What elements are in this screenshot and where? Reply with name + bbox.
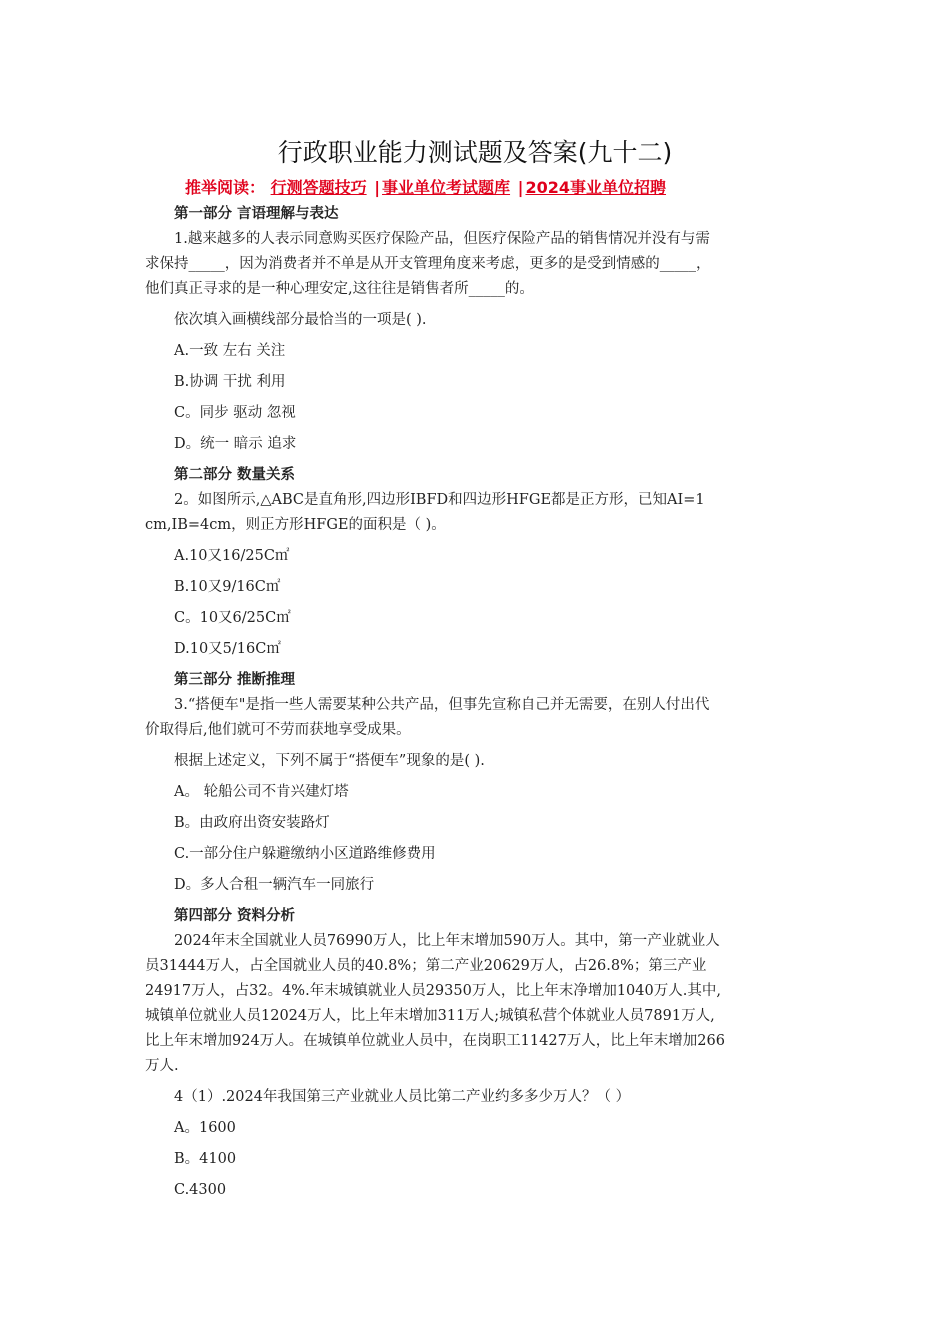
question-text-line: 2。如图所示,△ABC是直角形,四边形IBFD和四边形HFGE都是正方形，已知AI=1 (174, 492, 705, 508)
page-title: 行政职业能力测试题及答案(九十二) (277, 138, 673, 167)
option-d: D。多人合租一辆汽车一同旅行 (174, 877, 375, 893)
passage-line: 万人. (145, 1058, 179, 1074)
link-separator: | (374, 178, 381, 197)
link-separator: | (517, 178, 524, 197)
question-prompt: 依次填入画横线部分最恰当的一项是( ). (174, 312, 427, 328)
question-text-line: 求保持_____，因为消费者并不单是从开支管理角度来考虑，更多的是受到情感的_____， (145, 256, 711, 272)
option-b: B。4100 (174, 1151, 237, 1167)
passage-line: 2024年末全国就业人员76990万人，比上年末增加590万人。其中，第一产业就业人 (174, 933, 720, 949)
option-c: C.4300 (174, 1182, 227, 1198)
passage-line: 比上年末增加924万人。在城镇单位就业人员中，在岗职工11427万人，比上年末增加266 (145, 1033, 725, 1049)
recommend-bar (185, 175, 666, 198)
question-1 (145, 227, 810, 457)
section-heading-verbal: 第一部分 言语理解与表达 (174, 206, 339, 222)
question-prompt: 根据上述定义，下列不属于“搭便车”现象的是( ). (174, 753, 485, 769)
data-passage (145, 929, 810, 1079)
option-b: B.协调 干扰 利用 (174, 374, 286, 390)
option-b: B。由政府出资安装路灯 (174, 815, 330, 831)
passage-line: 城镇单位就业人员12024万人，比上年末增加311万人;城镇私营个体就业人员7891万人, (145, 1008, 715, 1024)
option-c: C。10又6/25C㎡ (174, 610, 291, 626)
recommend-label: 推举阅读： (185, 178, 266, 197)
link-exam-tips[interactable]: 行测答题技巧 (270, 178, 367, 197)
option-a: A。 轮船公司不肯兴建灯塔 (174, 784, 349, 800)
document-body (145, 200, 810, 1209)
option-d: D。统一 暗示 追求 (174, 436, 297, 452)
link-question-bank[interactable]: 事业单位考试题库 (382, 178, 511, 197)
section-heading-reasoning: 第三部分 推断推理 (174, 672, 296, 688)
question-text-line: 价取得后,他们就可不劳而获地享受成果。 (145, 722, 411, 738)
question-2 (145, 488, 810, 662)
question-prompt: 4（1）.2024年我国第三产业就业人员比第二产业约多多少万人？（ ） (174, 1089, 631, 1105)
question-3 (145, 693, 810, 898)
question-text-line: 3.“搭便车"是指一些人需要某种公共产品，但事先宣称自己并无需要，在别人付出代 (174, 697, 710, 713)
option-b: B.10又9/16C㎡ (174, 579, 281, 595)
link-recruitment[interactable]: 2024事业单位招聘 (525, 178, 667, 197)
question-text-line: 1.越来越多的人表示同意购买医疗保险产品，但医疗保险产品的销售情况并没有与需 (174, 231, 710, 247)
option-a: A.10又16/25C㎡ (174, 548, 290, 564)
section-heading-data-analysis: 第四部分 资料分析 (174, 908, 296, 924)
passage-line: 24917万人，占32。4%.年末城镇就业人员29350万人，比上年末净增加1040万人.其中, (145, 983, 721, 999)
question-text-line: cm,IB=4cm，则正方形HFGE的面积是（ )。 (145, 517, 446, 533)
option-c: C.一部分住户躲避缴纳小区道路维修费用 (174, 846, 436, 862)
option-a: A.一致 左右 关注 (174, 343, 286, 359)
option-a: A。1600 (174, 1120, 236, 1136)
passage-line: 员31444万人，占全国就业人员的40.8%；第二产业20629万人，占26.8%；第三产业 (145, 958, 707, 974)
option-c: C。同步 驱动 忽视 (174, 405, 296, 421)
question-text-line: 他们真正寻求的是一种心理安定,这往往是销售者所_____的。 (145, 281, 534, 297)
option-d: D.10又5/16C㎡ (174, 641, 281, 657)
question-4 (145, 1085, 810, 1203)
section-heading-quantitative: 第二部分 数量关系 (174, 467, 296, 483)
